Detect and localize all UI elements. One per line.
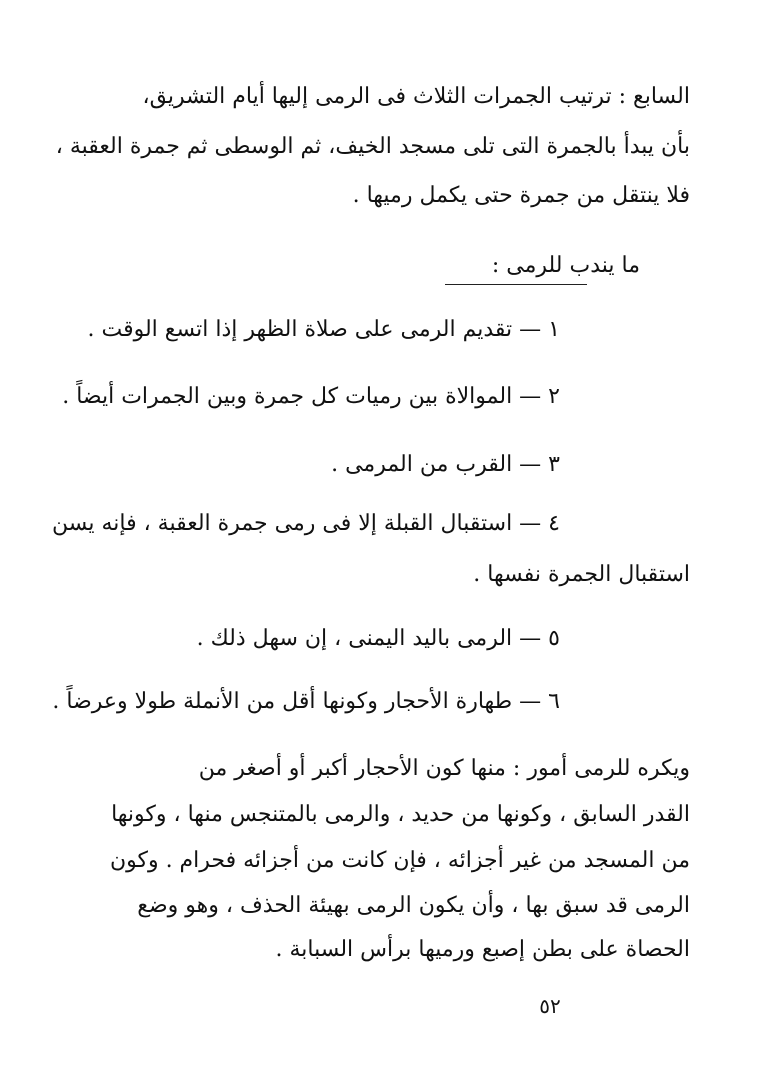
paragraph-1-line-2: بأن يبدأ بالجمرة التى تلى مسجد الخيف، ثم الوسطى ثم جمرة العقبة ، — [55, 134, 690, 159]
paragraph-1-line-1: السابع : ترتيب الجمرات الثلاث فى الرمى إليها أيام التشريق، — [142, 84, 690, 109]
paragraph-2-line-5: الحصاة على بطن إصبع ورميها برأس السبابة . — [275, 937, 690, 962]
paragraph-2-line-1: ويكره للرمى أمور : منها كون الأحجار أكبر أو أصغر من — [198, 756, 690, 781]
list-item-5: ٥ — الرمى باليد اليمنى ، إن سهل ذلك . — [196, 626, 560, 651]
paragraph-1-line-3: فلا ينتقل من جمرة حتى يكمل رميها . — [352, 183, 690, 208]
page-number: ٥٢ — [539, 994, 561, 1018]
list-item-3: ٣ — القرب من المرمى . — [331, 452, 560, 477]
list-item-2: ٢ — الموالاة بين رميات كل جمرة وبين الجمرات أيضاً . — [62, 384, 560, 409]
paragraph-2-line-3: من المسجد من غير أجزائه ، فإن كانت من أجزائه فحرام . وكون — [109, 848, 690, 873]
paragraph-2-line-2: القدر السابق ، وكونها من حديد ، والرمى بالمتنجس منها ، وكونها — [111, 802, 690, 827]
paragraph-2-line-4: الرمى قد سبق بها ، وأن يكون الرمى بهيئة الحذف ، وهو وضع — [137, 893, 690, 918]
list-item-1: ١ — تقديم الرمى على صلاة الظهر إذا اتسع الوقت . — [87, 317, 560, 342]
section-heading: ما يندب للرمى : — [491, 253, 640, 278]
heading-underline — [445, 284, 587, 285]
list-item-4-continuation: استقبال الجمرة نفسها . — [473, 562, 690, 587]
list-item-6: ٦ — طهارة الأحجار وكونها أقل من الأنملة طولا وعرضاً . — [52, 689, 560, 714]
list-item-4: ٤ — استقبال القبلة إلا فى رمى جمرة العقبة ، فإنه يسن — [51, 511, 560, 536]
